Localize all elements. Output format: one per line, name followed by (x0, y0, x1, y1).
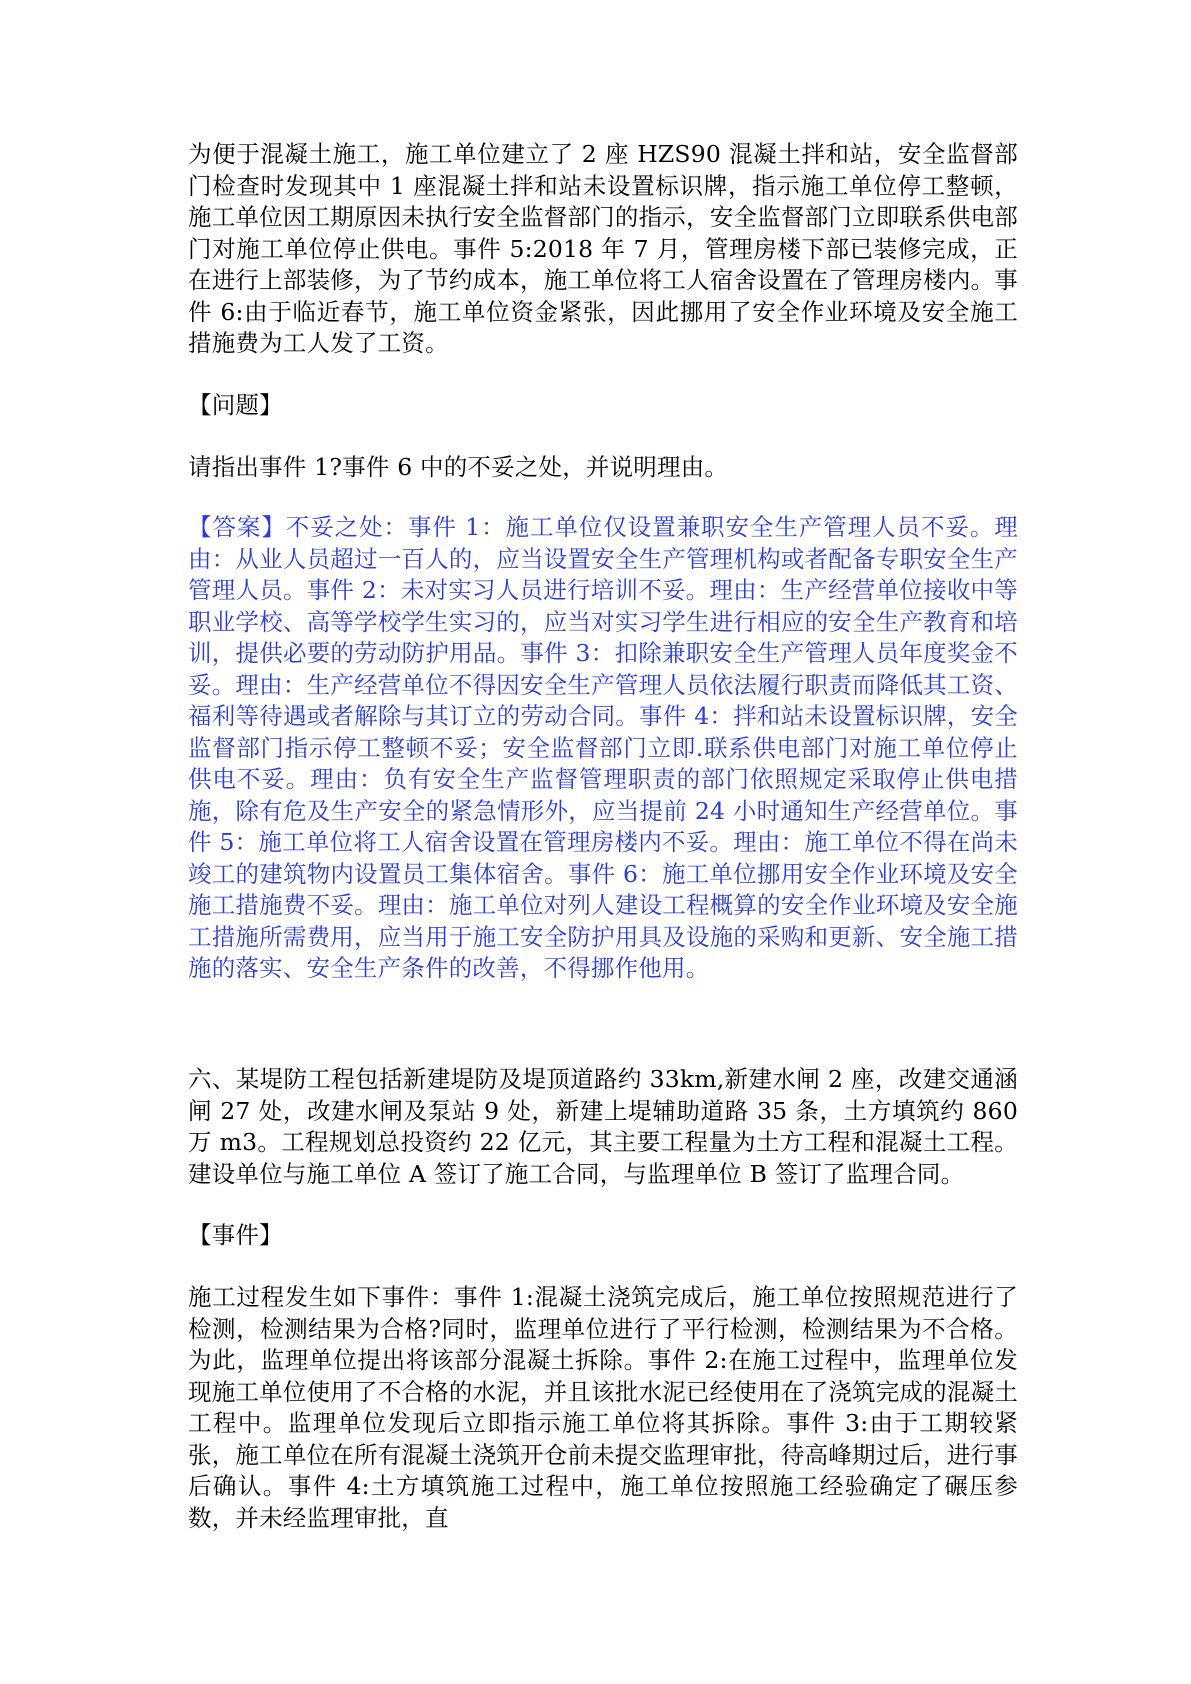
case-six-intro-paragraph: 六、某堤防工程包括新建堤防及堤顶道路约 33km,新建水闸 2 座，改建交通涵闸 27 处，改建水闸及泵站 9 处，新建上堤辅助道路 35 条，土方填筑约 860 万 m3。工程规划总投资约 22 亿元，其主要工程量为土方工程和混凝土工程。建设单位与施工单位 A 签订了施工合同，与监理单位 B 签订了监理合同。 (188, 1065, 1018, 1188)
answer-paragraph: 【答案】不妥之处：事件 1：施工单位仅设置兼职安全生产管理人员不妥。理由：从业人员超过一百人的，应当设置安全生产管理机构或者配备专职安全生产管理人员。事件 2：未对实习人员进行培训不妥。理由：生产经营单位接收中等职业学校、高等学校学生实习的，应当对实习学生进行相应的安全生产教育和培训，提供必要的劳动防护用品。事件 3：扣除兼职安全生产管理人员年度奖金不妥。理由：生产经营单位不得因安全生产管理人员依法履行职责而降低其工资、福利等待遇或者解除与其订立的劳动合同。事件 4：拌和站未设置标识牌，安全监督部门指示停工整顿不妥；安全监督部门立即.联系供电部门对施工单位停止供电不妥。理由：负有安全生产监督管理职责的部门依照规定采取停止供电措施，除有危及生产安全的紧急情形外，应当提前 24 小时通知生产经营单位。事件 5：施工单位将工人宿舍设置在管理房楼内不妥。理由：施工单位不得在尚未竣工的建筑物内设置员工集体宿舍。事件 6：施工单位挪用安全作业环境及安全施工措施费不妥。理由：施工单位对列人建设工程概算的安全作业环境及安全施工措施所需费用，应当用于施工安全防护用具及设施的采购和更新、安全施工措施的落实、安全生产条件的改善，不得挪作他用。 (188, 513, 1018, 982)
question-text: 请指出事件 1?事件 6 中的不妥之处，并说明理由。 (188, 453, 729, 481)
question-heading: 【问题】 (188, 391, 283, 419)
events-paragraph: 施工过程发生如下事件：事件 1:混凝土浇筑完成后，施工单位按照规范进行了检测，检测结果为合格?同时，监理单位进行了平行检测，检测结果为不合格。为此，监理单位提出将该部分混凝土拆除。事件 2:在施工过程中，监理单位发现施工单位使用了不合格的水泥，并且该批水泥已经使用在了浇筑完成的混凝土工程中。监理单位发现后立即指示施工单位将其拆除。事件 3:由于工期较紧张，施工单位在所有混凝土浇筑开仓前未提交监理审批，待高峰期过后，进行事后确认。事件 4:土方填筑施工过程中，施工单位按照施工经验确定了碾压参数，并未经监理审批，直 (188, 1283, 1018, 1532)
case-continuation-paragraph: 为便于混凝土施工，施工单位建立了 2 座 HZS90 混凝土拌和站，安全监督部门检查时发现其中 1 座混凝土拌和站未设置标识牌，指示施工单位停工整顿，施工单位因工期原因未执行安全监督部门的指示，安全监督部门立即联系供电部门对施工单位停止供电。事件 5:2018 年 7 月，管理房楼下部已装修完成，正在进行上部装修，为了节约成本，施工单位将工人宿舍设置在了管理房楼内。事件 6:由于临近春节，施工单位资金紧张，因此挪用了安全作业环境及安全施工措施费为工人发了工资。 (188, 140, 1018, 357)
events-heading: 【事件】 (188, 1221, 283, 1249)
